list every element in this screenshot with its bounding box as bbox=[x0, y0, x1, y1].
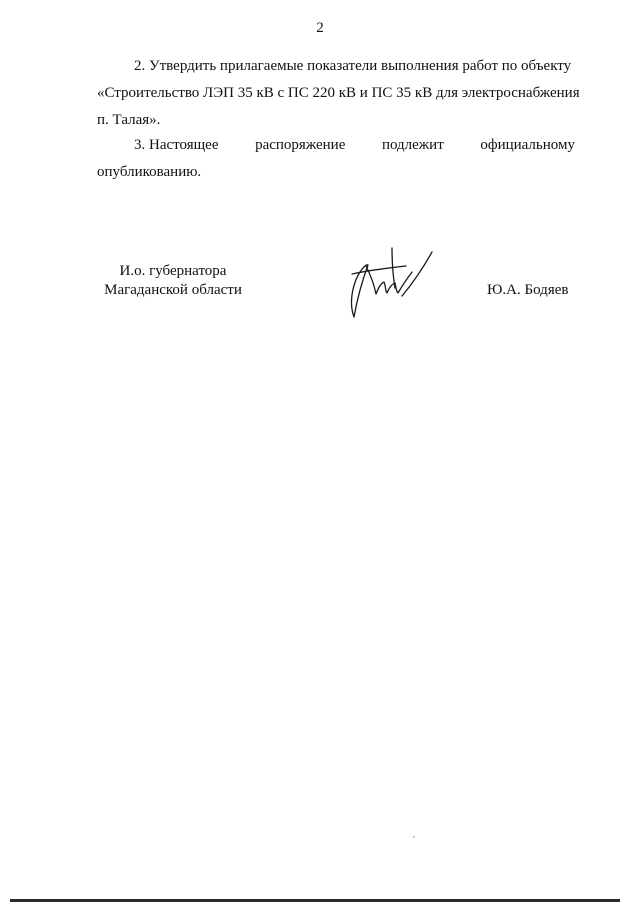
page-bottom-rule bbox=[10, 899, 620, 902]
paragraph-line: 2. Утвердить прилагаемые показатели выполнения работ по объекту bbox=[134, 58, 572, 74]
paragraph-word: официальному bbox=[480, 137, 575, 153]
paragraph-line: опубликованию. bbox=[97, 164, 202, 180]
paragraph-word: распоряжение bbox=[255, 137, 346, 153]
paragraph-publication bbox=[97, 132, 575, 186]
signer-name: Ю.А. Бодяев bbox=[487, 282, 569, 298]
justified-line bbox=[97, 132, 575, 159]
position-title: И.о. губернатора bbox=[119, 263, 227, 279]
paragraph-line: п. Талая». bbox=[97, 112, 161, 128]
scan-speck bbox=[413, 836, 415, 838]
paragraph-line: «Строительство ЛЭП 35 кВ с ПС 220 кВ и ПС 35 кВ для электроснабжения bbox=[97, 85, 580, 101]
handwritten-signature bbox=[340, 246, 440, 320]
paragraph-word: 3. Настоящее bbox=[134, 137, 219, 153]
page-number: 2 bbox=[316, 20, 324, 36]
paragraph-approve-indicators bbox=[97, 53, 580, 134]
paragraph-word: подлежит bbox=[381, 137, 444, 153]
position-region: Магаданской области bbox=[104, 282, 242, 298]
signer-position bbox=[88, 262, 258, 300]
